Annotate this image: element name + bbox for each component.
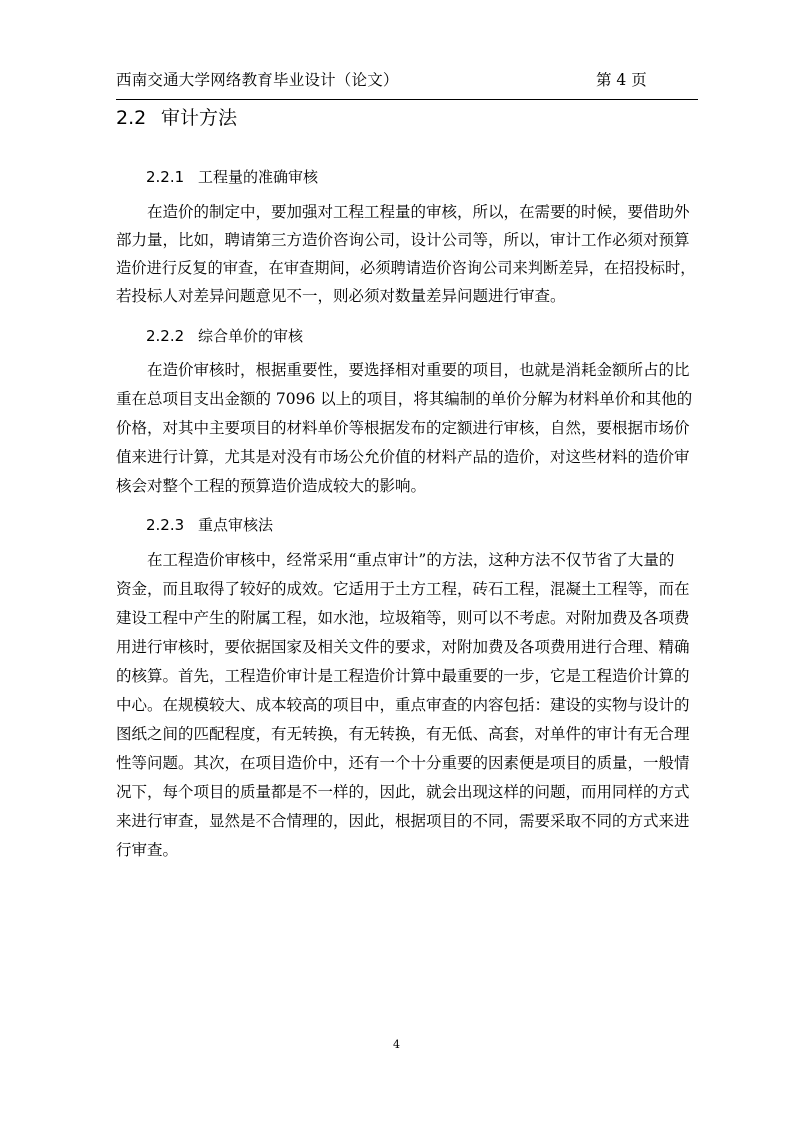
subsection-title: 综合单价的审核 (198, 327, 304, 345)
paragraph-line: 图纸之间的匹配程度，有无转换，有无转换，有无低、高套，对单件的审计有无合理 (116, 725, 690, 743)
section-title: 审计方法 (161, 107, 238, 129)
subsection-number: 2.2.1 (146, 168, 185, 186)
paragraph-line: 中心。在规模较大、成本较高的项目中，重点审查的内容包括：建设的实物与设计的 (116, 696, 690, 714)
subsection-number: 2.2.3 (146, 516, 185, 534)
subsection-title: 工程量的准确审核 (198, 168, 319, 186)
paragraph-line: 核会对整个工程的预算造价造成较大的影响。 (116, 477, 427, 495)
subsection-heading (146, 325, 303, 346)
paragraph-line: 造价进行反复的审查，在审查期间，必须聘请造价咨询公司来判断差异，在招投标时， (116, 259, 696, 277)
header-title: 西南交通大学网络教育毕业设计（论文） (116, 71, 399, 89)
page-header (116, 64, 698, 100)
paragraph-line: 行审查。 (116, 841, 179, 859)
paragraph-line: 性等问题。其次，在项目造价中，还有一个十分重要的因素便是项目的质量，一般情 (116, 754, 690, 772)
subsection-heading (146, 166, 318, 187)
paragraph-line: 值来进行计算，尤其是对没有市场公允价值的材料产品的造价，对这些材料的造价审 (116, 448, 690, 466)
subsection-number: 2.2.2 (146, 327, 185, 345)
subsection-heading (146, 514, 273, 535)
paragraph-line: 若投标人对差异问题意见不一，则必须对数量差异问题进行审查。 (116, 287, 566, 305)
paragraph-line: 的核算。首先，工程造价审计是工程造价计算中最重要的一步，它是工程造价计算的 (116, 667, 690, 685)
page-number: 4 (393, 1038, 400, 1051)
paragraph-line: 用进行审核时，要依据国家及相关文件的要求，对附加费及各项费用进行合理、精确 (116, 638, 690, 656)
paragraph-line: 建设工程中产生的附属工程，如水池，垃圾箱等，则可以不考虑。对附加费及各项费 (116, 609, 690, 627)
paragraph-line: 部力量，比如，聘请第三方造价咨询公司，设计公司等，所以，审计工作必须对预算 (116, 231, 690, 249)
paragraph-line: 价格，对其中主要项目的材料单价等根据发布的定额进行审核，自然，要根据市场价 (116, 419, 690, 437)
paragraph-line: 在造价审核时，根据重要性，要选择相对重要的项目，也就是消耗金额所占的比 (147, 361, 690, 379)
paragraph-line: 在工程造价审核中，经常采用“重点审计”的方法，这种方法不仅节省了大量的 (147, 551, 675, 569)
paragraph-line: 资金，而且取得了较好的成效。它适用于土方工程，砖石工程，混凝土工程等，而在 (116, 580, 690, 598)
paragraph-line: 况下，每个项目的质量都是不一样的，因此，就会出现这样的问题，而用同样的方式 (116, 783, 690, 801)
header-page-label: 第 4 页 (596, 71, 647, 89)
paragraph-line: 来进行审查，显然是不合情理的，因此，根据项目的不同，需要采取不同的方式来进 (116, 812, 690, 830)
paragraph-line: 重在总项目支出金额的 7096 以上的项目，将其编制的单价分解为材料单价和其他的 (116, 390, 693, 408)
section-heading (116, 103, 237, 130)
paragraph-line: 在造价的制定中，要加强对工程工程量的审核，所以，在需要的时候，要借助外 (147, 203, 690, 221)
section-number: 2.2 (116, 107, 147, 129)
subsection-title: 重点审核法 (198, 516, 274, 534)
